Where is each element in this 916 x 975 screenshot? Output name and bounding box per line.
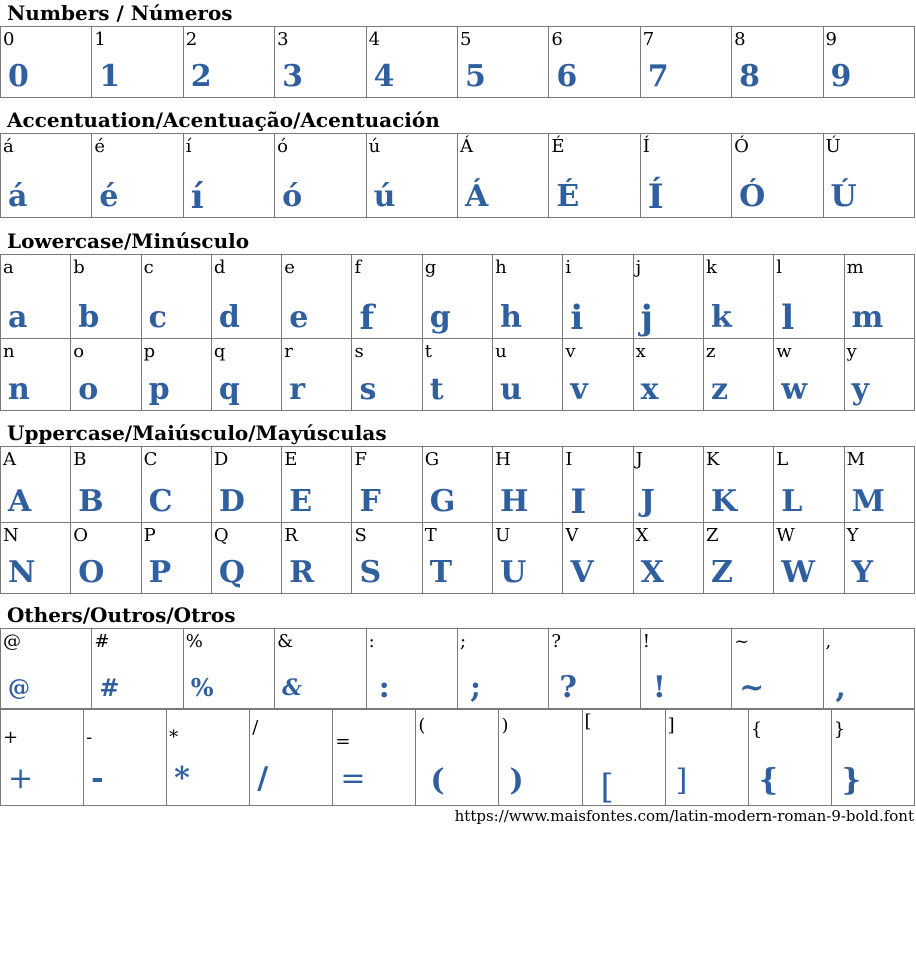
char-cell xyxy=(774,523,844,594)
char-cell xyxy=(92,134,183,218)
char-cell xyxy=(493,255,563,339)
char-sample: 3 xyxy=(282,59,304,94)
char-sample: , xyxy=(835,670,846,705)
lowercase-title: Lowercase/Minúsculo xyxy=(7,229,250,253)
char-sample: ) xyxy=(509,763,524,798)
char-label: { xyxy=(750,719,763,740)
char-sample: 7 xyxy=(647,59,669,94)
char-label: , xyxy=(825,631,832,652)
char-cell xyxy=(1,447,71,523)
char-label: + xyxy=(3,727,19,748)
char-cell xyxy=(549,134,640,218)
char-cell xyxy=(84,710,167,806)
char-label: 5 xyxy=(459,29,472,50)
char-cell xyxy=(352,339,422,411)
char-sample: } xyxy=(841,763,862,798)
char-sample: 0 xyxy=(8,59,29,94)
char-label: % xyxy=(185,631,203,652)
char-label: X xyxy=(635,525,649,546)
others-grid-2 xyxy=(0,709,915,806)
char-label: [ xyxy=(584,711,592,732)
char-cell xyxy=(563,447,633,523)
char-sample: ~ xyxy=(739,670,765,705)
char-sample: : xyxy=(378,670,390,705)
char-sample: ? xyxy=(559,670,577,705)
char-sample: Á xyxy=(464,179,489,214)
char-cell xyxy=(282,255,352,339)
char-sample: [ xyxy=(600,767,614,806)
char-cell xyxy=(633,447,703,523)
char-sample: s xyxy=(359,372,377,407)
char-label: P xyxy=(143,525,156,546)
char-label: b xyxy=(73,257,85,278)
char-cell xyxy=(183,629,274,709)
char-label: - xyxy=(86,727,93,748)
char-sample: + xyxy=(8,761,34,796)
char-cell xyxy=(582,710,665,806)
char-sample: D xyxy=(218,484,245,519)
char-label: ó xyxy=(277,136,289,157)
char-label: L xyxy=(776,449,789,470)
char-sample: J xyxy=(640,484,655,519)
char-label: Í xyxy=(642,136,650,157)
char-label: : xyxy=(368,631,375,652)
char-sample: k xyxy=(710,300,732,335)
accents-grid xyxy=(0,133,915,218)
char-sample: G xyxy=(429,484,456,519)
char-label: p xyxy=(143,341,156,362)
char-label: s xyxy=(354,341,364,362)
char-sample: o xyxy=(78,372,99,407)
char-sample: B xyxy=(78,484,104,519)
char-label: @ xyxy=(3,631,21,652)
char-label: N xyxy=(3,525,19,546)
others-grid-1 xyxy=(0,628,915,709)
char-cell xyxy=(549,629,640,709)
char-cell xyxy=(275,629,366,709)
char-cell xyxy=(1,339,71,411)
char-sample: q xyxy=(218,372,240,407)
char-label: K xyxy=(705,449,720,470)
char-cell xyxy=(141,339,211,411)
char-cell xyxy=(844,447,914,523)
char-label: C xyxy=(143,449,158,470)
char-label: u xyxy=(495,341,507,362)
char-sample: d xyxy=(218,300,240,335)
char-cell xyxy=(732,134,823,218)
char-sample: ; xyxy=(469,670,482,705)
char-sample: / xyxy=(257,761,269,796)
char-cell xyxy=(703,255,773,339)
char-label: v xyxy=(565,341,576,362)
char-label: = xyxy=(335,731,351,752)
char-cell xyxy=(774,255,844,339)
char-sample: j xyxy=(640,298,653,338)
char-sample: t xyxy=(429,372,444,407)
lowercase-row-2 xyxy=(1,339,915,411)
char-label: é xyxy=(94,136,106,157)
char-cell xyxy=(422,255,492,339)
char-label: Z xyxy=(705,525,719,546)
char-label: f xyxy=(354,257,362,278)
char-label: S xyxy=(354,525,367,546)
char-cell xyxy=(823,27,914,98)
char-label: É xyxy=(551,136,565,157)
char-cell xyxy=(282,339,352,411)
char-cell xyxy=(167,710,250,806)
char-sample: c xyxy=(148,300,167,335)
char-label: ) xyxy=(501,715,509,736)
char-sample: 4 xyxy=(373,59,395,94)
char-cell xyxy=(732,27,823,98)
char-label: c xyxy=(143,257,154,278)
char-sample: Z xyxy=(710,555,733,590)
char-cell xyxy=(748,710,831,806)
numbers-title: Numbers / Números xyxy=(7,1,233,25)
char-cell xyxy=(141,447,211,523)
char-sample: m xyxy=(851,300,884,335)
char-cell xyxy=(71,339,141,411)
char-cell xyxy=(732,629,823,709)
char-sample: í xyxy=(190,177,204,217)
char-cell xyxy=(493,339,563,411)
uppercase-row-1 xyxy=(1,447,915,523)
uppercase-row-2 xyxy=(1,523,915,594)
char-label: E xyxy=(284,449,298,470)
char-cell xyxy=(352,255,422,339)
char-sample: ] xyxy=(675,763,688,798)
char-cell xyxy=(633,255,703,339)
char-label: 6 xyxy=(551,29,563,50)
char-cell xyxy=(1,255,71,339)
char-sample: u xyxy=(500,372,522,407)
lowercase-grid xyxy=(0,254,915,411)
char-cell xyxy=(183,27,274,98)
char-label: * xyxy=(169,727,179,748)
char-cell xyxy=(563,523,633,594)
char-cell xyxy=(211,523,281,594)
char-cell xyxy=(211,339,281,411)
char-sample: ú xyxy=(373,179,396,214)
char-label: M xyxy=(846,449,865,470)
char-sample: = xyxy=(340,761,366,796)
char-sample: p xyxy=(148,372,170,407)
char-cell xyxy=(457,27,548,98)
char-label: / xyxy=(252,717,259,738)
char-cell xyxy=(416,710,499,806)
char-sample: A xyxy=(8,484,32,519)
char-sample: H xyxy=(500,484,529,519)
char-cell xyxy=(563,339,633,411)
accents-row xyxy=(1,134,915,218)
char-sample: á xyxy=(8,179,28,214)
char-label: l xyxy=(776,257,783,278)
char-label: & xyxy=(277,631,294,652)
char-cell xyxy=(71,523,141,594)
char-cell xyxy=(774,447,844,523)
char-label: 9 xyxy=(825,29,837,50)
accents-title: Accentuation/Acentuação/Acentuación xyxy=(7,108,440,132)
char-sample: f xyxy=(359,298,375,338)
char-sample: Y xyxy=(851,555,873,590)
char-label: ! xyxy=(642,631,650,652)
char-cell xyxy=(333,710,416,806)
char-label: ] xyxy=(667,715,675,736)
char-sample: a xyxy=(8,300,28,335)
char-label: n xyxy=(3,341,15,362)
char-label: í xyxy=(185,136,192,157)
char-label: a xyxy=(3,257,14,278)
char-label: z xyxy=(705,341,716,362)
char-cell xyxy=(493,447,563,523)
char-sample: h xyxy=(500,300,522,335)
char-sample: i xyxy=(570,298,584,338)
char-label: ? xyxy=(551,631,561,652)
char-sample: 6 xyxy=(556,59,578,94)
char-sample: Í xyxy=(647,177,664,217)
char-sample: n xyxy=(8,372,30,407)
char-label: 2 xyxy=(185,29,198,50)
char-cell xyxy=(774,339,844,411)
char-sample: S xyxy=(359,555,382,590)
uppercase-grid xyxy=(0,446,915,594)
char-sample: É xyxy=(556,179,580,214)
char-sample: ó xyxy=(282,179,303,214)
char-cell xyxy=(92,27,183,98)
char-cell xyxy=(640,27,731,98)
char-label: G xyxy=(424,449,440,470)
lowercase-row-1 xyxy=(1,255,915,339)
char-sample: g xyxy=(429,300,451,335)
char-label: I xyxy=(565,449,573,470)
char-label: 3 xyxy=(277,29,289,50)
char-label: D xyxy=(213,449,229,470)
char-cell xyxy=(422,447,492,523)
char-cell xyxy=(844,255,914,339)
char-sample: T xyxy=(429,555,453,590)
char-cell xyxy=(823,629,914,709)
char-label: Ú xyxy=(825,136,841,157)
char-label: y xyxy=(846,341,857,362)
char-cell xyxy=(493,523,563,594)
char-cell xyxy=(640,629,731,709)
char-cell xyxy=(549,27,640,98)
char-sample: Q xyxy=(218,555,246,590)
char-sample: é xyxy=(99,179,119,214)
char-label: F xyxy=(354,449,367,470)
char-label: O xyxy=(73,525,89,546)
char-cell xyxy=(282,447,352,523)
char-sample: * xyxy=(174,761,190,796)
char-cell xyxy=(457,134,548,218)
char-label: } xyxy=(833,719,846,740)
char-label: q xyxy=(213,341,226,362)
char-sample: F xyxy=(359,484,381,519)
char-cell xyxy=(211,447,281,523)
others-row-2 xyxy=(1,710,915,806)
char-sample: e xyxy=(289,300,309,335)
char-label: w xyxy=(776,341,792,362)
char-cell xyxy=(250,710,333,806)
char-label: # xyxy=(94,631,110,652)
char-sample: 8 xyxy=(739,59,760,94)
char-cell xyxy=(703,339,773,411)
char-label: H xyxy=(495,449,511,470)
char-cell xyxy=(633,523,703,594)
char-sample: 5 xyxy=(464,59,486,94)
char-sample: L xyxy=(781,484,803,519)
char-sample: # xyxy=(99,673,120,702)
char-sample: v xyxy=(570,372,588,407)
char-cell xyxy=(1,629,92,709)
char-sample: y xyxy=(851,372,869,407)
char-label: ; xyxy=(459,631,467,652)
char-label: W xyxy=(776,525,795,546)
char-sample: Ú xyxy=(830,179,857,214)
char-cell xyxy=(141,255,211,339)
char-label: 4 xyxy=(368,29,381,50)
char-sample: b xyxy=(78,300,100,335)
char-cell xyxy=(71,447,141,523)
char-sample: r xyxy=(289,372,305,407)
char-label: ú xyxy=(368,136,381,157)
char-cell xyxy=(499,710,582,806)
char-sample: W xyxy=(781,555,815,590)
char-cell xyxy=(844,523,914,594)
char-label: 0 xyxy=(3,29,15,50)
char-sample: M xyxy=(851,484,885,519)
char-sample: ( xyxy=(430,763,445,798)
char-label: m xyxy=(846,257,864,278)
char-cell xyxy=(422,339,492,411)
char-sample: E xyxy=(289,484,313,519)
char-label: ~ xyxy=(734,631,750,652)
char-sample: U xyxy=(500,555,527,590)
char-cell xyxy=(92,629,183,709)
char-sample: { xyxy=(758,763,778,798)
char-label: ( xyxy=(418,715,426,736)
char-label: i xyxy=(565,257,572,278)
char-sample: O xyxy=(78,555,105,590)
uppercase-title: Uppercase/Maiúsculo/Mayúsculas xyxy=(7,421,387,445)
char-label: U xyxy=(495,525,511,546)
char-sample: - xyxy=(91,761,104,796)
char-label: 8 xyxy=(734,29,746,50)
char-label: t xyxy=(424,341,433,362)
char-sample: 9 xyxy=(830,59,852,94)
char-cell xyxy=(352,523,422,594)
char-cell xyxy=(665,710,748,806)
char-label: x xyxy=(635,341,646,362)
char-cell xyxy=(831,710,914,806)
char-label: T xyxy=(424,525,437,546)
char-cell xyxy=(640,134,731,218)
char-label: R xyxy=(284,525,298,546)
char-sample: x xyxy=(640,372,659,407)
char-sample: % xyxy=(190,673,214,702)
char-label: e xyxy=(284,257,295,278)
char-cell xyxy=(1,27,92,98)
char-label: Q xyxy=(213,525,229,546)
char-sample: z xyxy=(710,372,729,407)
char-sample: V xyxy=(570,555,594,590)
char-cell xyxy=(366,134,457,218)
char-cell xyxy=(1,134,92,218)
char-label: g xyxy=(424,257,437,278)
char-sample: R xyxy=(289,555,315,590)
char-label: d xyxy=(213,257,226,278)
char-label: á xyxy=(3,136,14,157)
char-cell xyxy=(844,339,914,411)
char-sample: l xyxy=(781,298,795,338)
char-cell xyxy=(141,523,211,594)
char-cell xyxy=(703,447,773,523)
char-cell xyxy=(633,339,703,411)
char-label: h xyxy=(495,257,507,278)
char-label: j xyxy=(635,257,642,278)
char-label: B xyxy=(73,449,87,470)
char-sample: ! xyxy=(652,670,666,705)
numbers-row xyxy=(1,27,915,98)
char-label: J xyxy=(635,449,643,470)
char-label: o xyxy=(73,341,85,362)
char-label: Y xyxy=(846,525,859,546)
others-title: Others/Outros/Otros xyxy=(7,603,236,627)
char-sample: w xyxy=(781,372,808,407)
char-label: V xyxy=(565,525,579,546)
char-label: Ó xyxy=(734,136,749,157)
char-label: 7 xyxy=(642,29,655,50)
char-cell xyxy=(71,255,141,339)
char-cell xyxy=(211,255,281,339)
char-cell xyxy=(183,134,274,218)
char-sample: X xyxy=(640,555,664,590)
char-cell xyxy=(282,523,352,594)
char-sample: Ó xyxy=(739,179,766,214)
char-label: k xyxy=(705,257,717,278)
char-sample: 1 xyxy=(99,59,121,94)
char-label: 1 xyxy=(94,29,106,50)
char-cell xyxy=(275,27,366,98)
char-label: A xyxy=(3,449,16,470)
char-sample: N xyxy=(8,555,36,590)
char-sample: 2 xyxy=(190,59,212,94)
char-cell xyxy=(1,523,71,594)
char-sample: K xyxy=(710,484,738,519)
char-cell xyxy=(366,27,457,98)
char-cell xyxy=(563,255,633,339)
others-row-1 xyxy=(1,629,915,709)
char-cell xyxy=(823,134,914,218)
char-cell xyxy=(366,629,457,709)
char-cell xyxy=(457,629,548,709)
char-sample: @ xyxy=(8,675,30,701)
char-sample: P xyxy=(148,555,172,590)
char-cell xyxy=(703,523,773,594)
numbers-grid xyxy=(0,26,915,98)
char-cell xyxy=(275,134,366,218)
char-cell xyxy=(1,710,84,806)
char-sample: C xyxy=(148,484,173,519)
char-cell xyxy=(352,447,422,523)
char-label: r xyxy=(284,341,293,362)
source-url[interactable]: https://www.maisfontes.com/latin-modern-roman-9-bold.font xyxy=(454,807,914,825)
char-sample: & xyxy=(282,675,303,701)
char-sample: I xyxy=(570,482,587,522)
char-cell xyxy=(422,523,492,594)
char-label: Á xyxy=(459,136,473,157)
